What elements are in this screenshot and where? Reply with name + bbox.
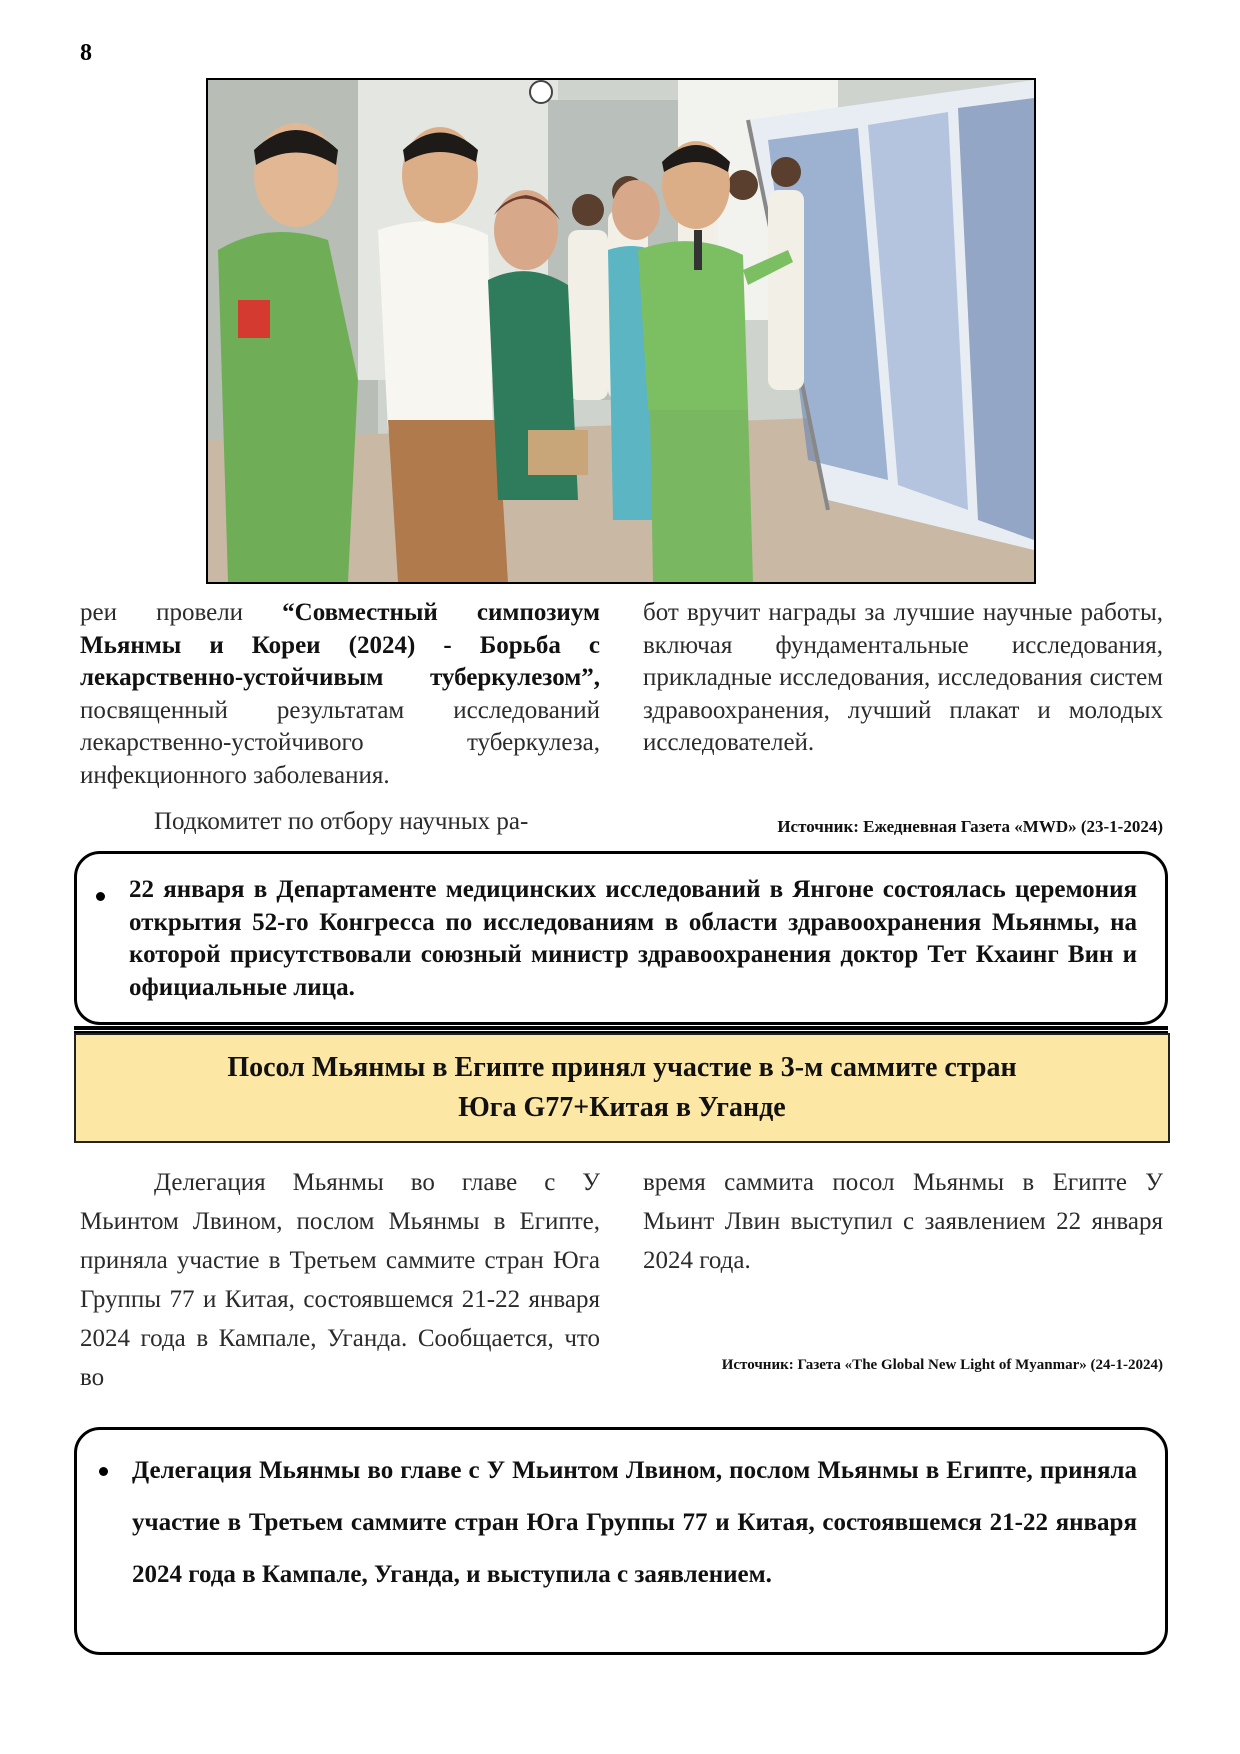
article1-source: Источник: Ежедневная Газета «MWD» (23-1-2024) bbox=[777, 817, 1163, 836]
article2-left-paragraph: Делегация Мьянмы во главе с У Мьинтом Лвином, послом Мьянмы в Египте, приняла участие в Третьем саммите стран Юга Группы 77 и Китая, состоявшемся 21-22 января 2024 года в Кампале, Уганда. Сообщается, что во bbox=[80, 1169, 600, 1391]
symposium-title: “Совместный симпозиум Мьянмы и Кореи (2024) - Борьба с лекарственно-устойчивым туберкулезом”, bbox=[80, 599, 600, 691]
article1-text-cont: посвященный результатам исследований лекарственно-устойчивого туберкулеза, инфекционного заболевания. bbox=[80, 696, 600, 789]
officials-viewing-posters-illustration bbox=[208, 80, 1034, 582]
article2-right-column bbox=[643, 1163, 1163, 1280]
section-divider-thick bbox=[74, 1026, 1168, 1030]
article2-headline bbox=[74, 1033, 1170, 1143]
highlight-text-1: 22 января в Департаменте медицинских исследований в Янгоне состоялась церемония открытия 52-го Конгресса по исследованиям в области здравоохранения Мьянмы, на которой присутствовали союзный министр здравоохранения доктор Тет Кхаинг Вин и официальные лица. bbox=[129, 876, 1137, 1001]
article1-text: реи провели bbox=[80, 599, 283, 626]
article1-right-paragraph: бот вручит награды за лучшие научные работы, включая фундаментальные исследования, прикладные исследования, исследования систем здравоохранения, лучший плакат и молодых исследователей. bbox=[643, 599, 1163, 756]
article1-left-paragraph-2: Подкомитет по отбору научных ра- bbox=[154, 808, 529, 835]
article1-right-column bbox=[643, 597, 1163, 760]
page-number: 8 bbox=[80, 40, 92, 66]
headline-line-2: Юга G77+Китая в Уганде bbox=[458, 1092, 786, 1123]
article2-left-column bbox=[80, 1163, 600, 1397]
article1-left-paragraph-1 bbox=[80, 597, 600, 792]
highlight-text-2: Делегация Мьянмы во главе с У Мьинтом Лвином, послом Мьянмы в Египте, приняла участие в Третьем саммите стран Юга Группы 77 и Китая, состоявшемся 21-22 января 2024 года в Кампале, Уганда, и выступила с заявлением. bbox=[132, 1457, 1137, 1588]
bullet-point bbox=[96, 892, 105, 901]
headline-line-1: Посол Мьянмы в Египте принял участие в 3-м саммите стран bbox=[227, 1052, 1017, 1083]
headline-text bbox=[227, 1048, 1016, 1128]
highlight-box-2 bbox=[74, 1427, 1168, 1655]
article2-source: Источник: Газета «The Global New Light of Myanmar» (24-1-2024) bbox=[721, 1357, 1163, 1373]
article2-right-paragraph: время саммита посол Мьянмы в Египте У Мьинт Лвин выступил с заявлением 22 января 2024 года. bbox=[643, 1169, 1163, 1274]
article1-left-column bbox=[80, 597, 600, 839]
bullet-point bbox=[99, 1467, 108, 1476]
highlight-box-1 bbox=[74, 851, 1168, 1025]
news-photo bbox=[206, 78, 1036, 584]
